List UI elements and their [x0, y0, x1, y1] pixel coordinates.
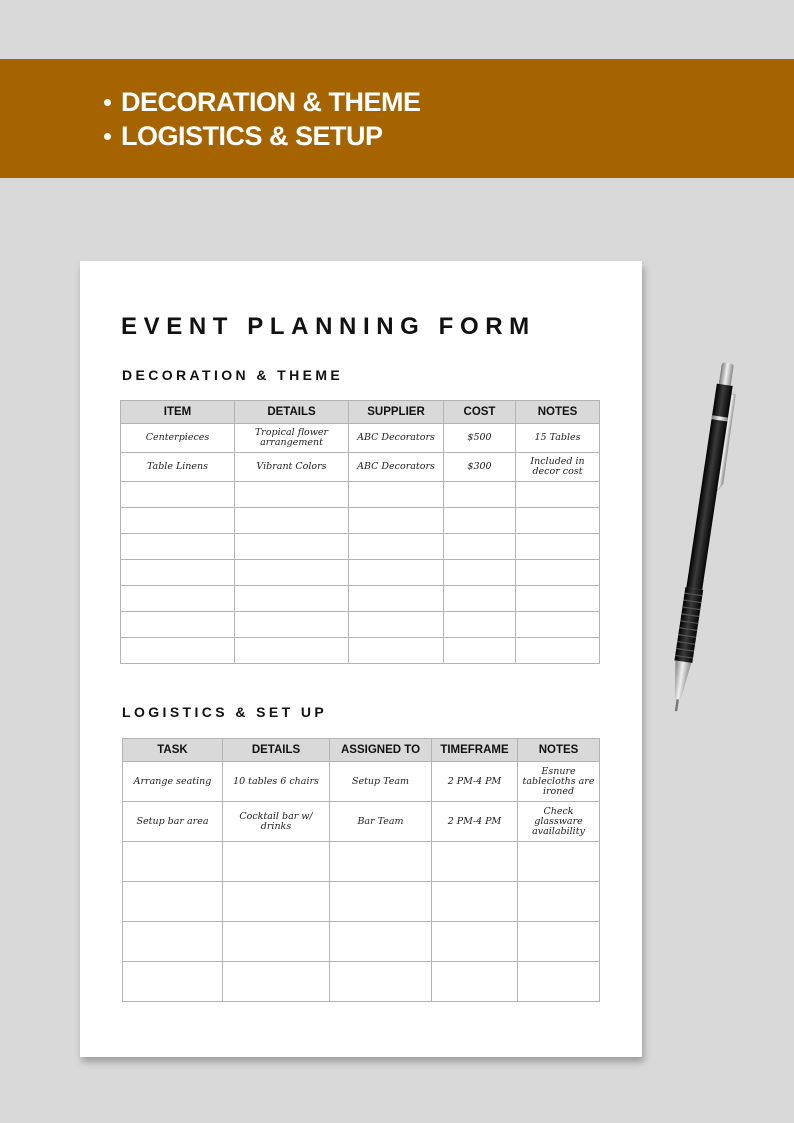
table-cell[interactable]: Vibrant Colors [235, 453, 349, 482]
header-banner [0, 59, 794, 178]
table-row-empty [121, 612, 600, 638]
table-cell[interactable] [444, 508, 516, 534]
table-cell[interactable] [516, 638, 600, 664]
table-cell[interactable] [330, 962, 432, 1002]
table-cell[interactable] [432, 882, 518, 922]
table-row-empty [121, 482, 600, 508]
table-row-empty [121, 586, 600, 612]
table-cell[interactable] [349, 482, 444, 508]
table-cell[interactable] [349, 560, 444, 586]
table-cell[interactable] [121, 638, 235, 664]
table-row-empty [123, 922, 600, 962]
table-cell[interactable] [123, 842, 223, 882]
column-header: TASK [123, 739, 223, 762]
table-cell[interactable]: $500 [444, 424, 516, 453]
table-cell[interactable] [518, 842, 600, 882]
column-header: TIMEFRAME [432, 739, 518, 762]
table-cell[interactable] [444, 586, 516, 612]
table-cell[interactable] [516, 508, 600, 534]
table-row [121, 424, 600, 453]
table-cell[interactable]: 2 PM-4 PM [432, 762, 518, 802]
table-cell[interactable]: Esnure tablecloths are ironed [518, 762, 600, 802]
bullet-icon [104, 133, 111, 140]
table-cell[interactable]: Cocktail bar w/ drinks [223, 802, 330, 842]
table-cell[interactable] [444, 560, 516, 586]
table-cell[interactable]: 15 Tables [516, 424, 600, 453]
table-cell[interactable] [235, 638, 349, 664]
table-cell[interactable] [223, 922, 330, 962]
table-cell[interactable]: Table Linens [121, 453, 235, 482]
table-row [123, 762, 600, 802]
table-cell[interactable] [123, 962, 223, 1002]
table-cell[interactable] [121, 586, 235, 612]
table-cell[interactable]: $300 [444, 453, 516, 482]
column-header: COST [444, 401, 516, 424]
table-row-empty [121, 534, 600, 560]
banner-item-logistics: LOGISTICS & SETUP [104, 119, 421, 153]
table-cell[interactable] [235, 586, 349, 612]
logistics-table [122, 738, 600, 1002]
table-cell[interactable] [516, 612, 600, 638]
table-cell[interactable] [349, 638, 444, 664]
table-cell[interactable]: Check glassware availability [518, 802, 600, 842]
table-row-empty [123, 842, 600, 882]
table-cell[interactable]: Centerpieces [121, 424, 235, 453]
table-cell[interactable]: Setup Team [330, 762, 432, 802]
table-cell[interactable] [444, 612, 516, 638]
table-cell[interactable] [516, 586, 600, 612]
table-cell[interactable] [235, 560, 349, 586]
table-cell[interactable] [349, 586, 444, 612]
table-row-empty [121, 508, 600, 534]
table-row [123, 802, 600, 842]
table-header-row [123, 739, 600, 762]
table-row-empty [123, 882, 600, 922]
table-row [121, 453, 600, 482]
table-cell[interactable] [235, 534, 349, 560]
table-cell[interactable] [516, 560, 600, 586]
table-cell[interactable] [235, 612, 349, 638]
table-cell[interactable] [432, 962, 518, 1002]
table-cell[interactable] [432, 922, 518, 962]
table-cell[interactable] [330, 842, 432, 882]
table-cell[interactable] [349, 508, 444, 534]
table-row-empty [121, 638, 600, 664]
table-cell[interactable] [123, 882, 223, 922]
table-cell[interactable]: Tropical flower arrangement [235, 424, 349, 453]
column-header: ASSIGNED TO [330, 739, 432, 762]
table-cell[interactable] [516, 482, 600, 508]
column-header: NOTES [516, 401, 600, 424]
table-header-row [121, 401, 600, 424]
decoration-table [120, 400, 600, 664]
table-cell[interactable]: ABC Decorators [349, 424, 444, 453]
table-cell[interactable] [444, 534, 516, 560]
table-cell[interactable] [516, 534, 600, 560]
table-cell[interactable] [121, 482, 235, 508]
table-cell[interactable] [123, 922, 223, 962]
table-cell[interactable]: Included in decor cost [516, 453, 600, 482]
table-cell[interactable] [223, 882, 330, 922]
table-cell[interactable] [121, 560, 235, 586]
table-cell[interactable] [330, 882, 432, 922]
table-cell[interactable] [518, 922, 600, 962]
column-header: SUPPLIER [349, 401, 444, 424]
table-cell[interactable]: 10 tables 6 chairs [223, 762, 330, 802]
form-title: EVENT PLANNING FORM [121, 313, 536, 340]
table-cell[interactable] [444, 638, 516, 664]
table-cell[interactable] [444, 482, 516, 508]
decoration-section-heading: DECORATION & THEME [122, 367, 344, 383]
table-cell[interactable] [121, 534, 235, 560]
banner-item-decoration: DECORATION & THEME [104, 85, 421, 119]
table-cell[interactable] [223, 962, 330, 1002]
bullet-icon [104, 99, 111, 106]
pen-icon [660, 355, 770, 735]
table-cell[interactable] [330, 922, 432, 962]
column-header: NOTES [518, 739, 600, 762]
table-cell[interactable]: ABC Decorators [349, 453, 444, 482]
table-cell[interactable] [121, 612, 235, 638]
table-cell[interactable] [223, 842, 330, 882]
table-cell[interactable]: Arrange seating [123, 762, 223, 802]
table-row-empty [121, 560, 600, 586]
column-header: DETAILS [235, 401, 349, 424]
table-cell[interactable] [121, 508, 235, 534]
table-cell[interactable] [235, 482, 349, 508]
table-cell[interactable] [518, 882, 600, 922]
table-cell[interactable] [432, 842, 518, 882]
form-sheet [80, 261, 642, 1057]
column-header: ITEM [121, 401, 235, 424]
banner-list [104, 85, 421, 153]
column-header: DETAILS [223, 739, 330, 762]
table-cell[interactable] [349, 612, 444, 638]
logistics-section-heading: LOGISTICS & SET UP [122, 704, 328, 720]
table-cell[interactable]: Bar Team [330, 802, 432, 842]
table-cell[interactable] [235, 508, 349, 534]
table-cell[interactable] [518, 962, 600, 1002]
table-cell[interactable]: 2 PM-4 PM [432, 802, 518, 842]
table-row-empty [123, 962, 600, 1002]
table-cell[interactable] [349, 534, 444, 560]
table-cell[interactable]: Setup bar area [123, 802, 223, 842]
